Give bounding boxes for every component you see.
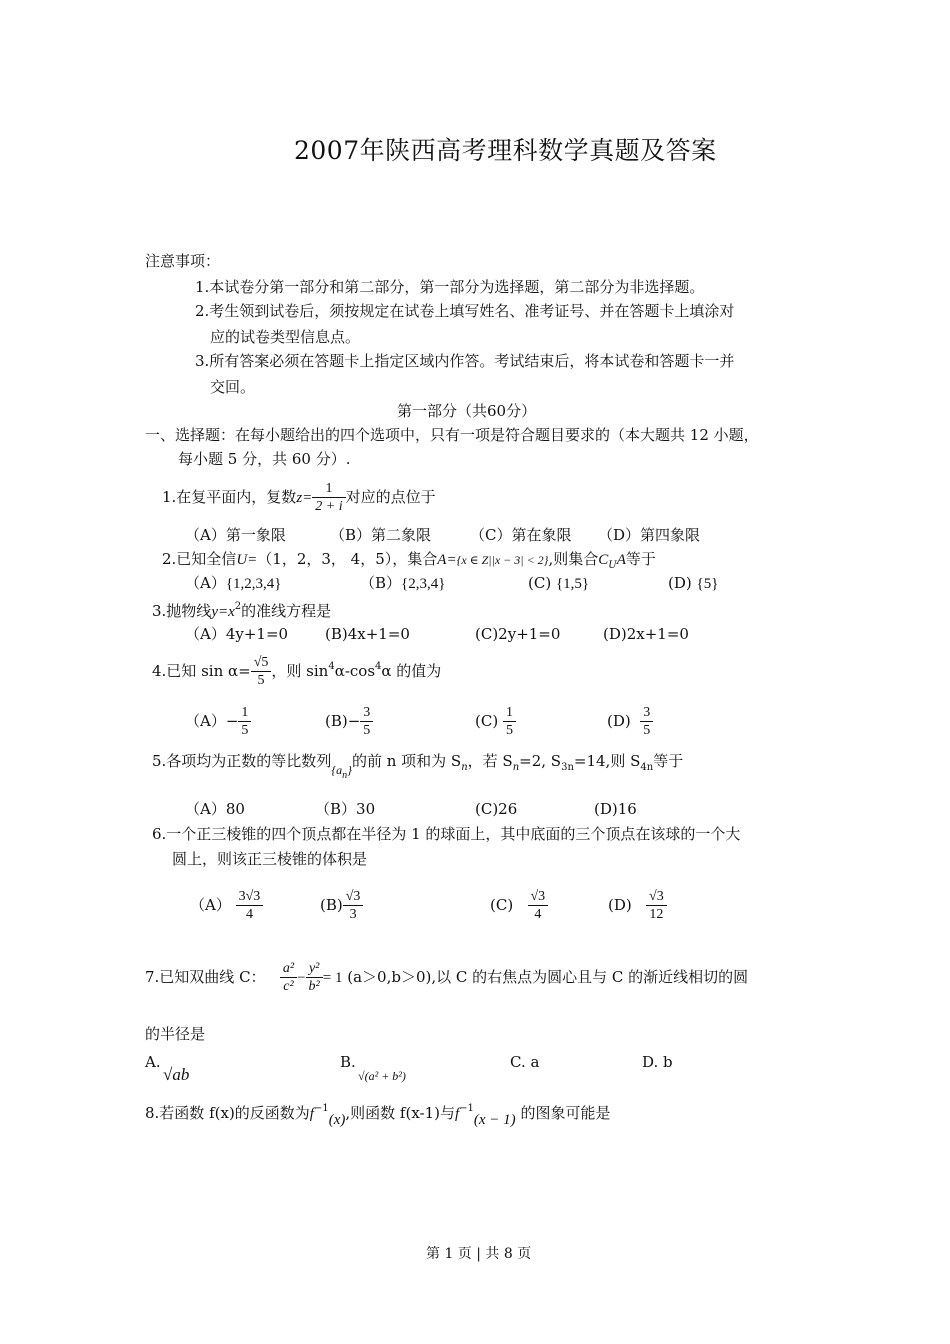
q2-option-c-label: (C) (528, 574, 552, 592)
q2-option-b-label: （B） (360, 574, 402, 592)
notice-heading: 注意事项： (145, 252, 221, 270)
q1-option-c: （C）第在象限 (470, 526, 572, 544)
q4-option-a-den: 5 (241, 723, 249, 738)
q4-pre: 4.已知 sin α= (152, 662, 251, 680)
q6-option-c-frac (528, 890, 549, 922)
q2-option-b-value: {2,3,4} (401, 576, 446, 592)
q4-option-b-den: 5 (363, 723, 371, 738)
q7-f2-num: y² (306, 962, 323, 978)
page-title: 2007年陕西高考理科数学真题及答案 (294, 136, 717, 165)
q2-option-a-label: （A） (185, 574, 226, 592)
q7-f1-num: a² (280, 962, 297, 978)
question-2 (162, 552, 656, 571)
q6-option-b-num: √3 (343, 890, 364, 906)
q4-option-a-num: 1 (238, 706, 251, 722)
q7-pre: 7.已知双曲线 C： (145, 968, 266, 986)
q1-option-a: （A）第一象限 (185, 526, 286, 544)
q4-option-d-frac (640, 706, 653, 738)
q7-option-c-value: a (530, 1053, 540, 1071)
q7-option-a-value: √ab (163, 1065, 190, 1084)
q2-option-d-value: {5} (696, 576, 719, 592)
q4-option-c (475, 706, 516, 738)
q2-option-a-value: {1,2,3,4} (225, 576, 282, 592)
q4-option-c-num: 1 (503, 706, 516, 722)
q7-post: (a＞0,b＞0),以 C 的右焦点为圆心且与 C 的渐近线相切的圆 (347, 968, 749, 986)
q1-z: z= (296, 490, 313, 506)
question-3 (152, 602, 331, 620)
q5-cond3: =14,则 S (573, 752, 641, 770)
q1-option-d: （D）第四象限 (598, 526, 701, 544)
q5-cond: ，若 S (467, 752, 513, 770)
q5-post: 的前 n 项和为 S (351, 752, 462, 770)
q7-fraction-1 (280, 962, 297, 994)
q7-option-d-value: b (663, 1053, 673, 1071)
q1-pre: 1.在复平面内，复数 (162, 488, 297, 506)
q2-set-u: （1，2，3， 4，5），集合 (257, 550, 438, 568)
q6-option-a-label: （A） (190, 896, 231, 914)
notice-item-3-cont: 交回。 (210, 378, 256, 396)
q4-mid: ，则 sin (271, 662, 329, 680)
q6-option-b-frac (343, 890, 364, 922)
q2-set-a: {x ∈ Z||x − 3| < 2} (456, 553, 549, 567)
q6-option-b-den: 3 (349, 907, 357, 922)
q7-option-a-label: A. (145, 1053, 161, 1071)
q7-option-d-label: D. (642, 1053, 659, 1071)
section-instruction-1: 一、选择题：在每小题给出的四个选项中，只有一项是符合题目要求的（本大题共 12 小题， (145, 426, 759, 444)
q1-num: 1 (312, 482, 345, 498)
q4-option-c-den: 5 (505, 723, 513, 738)
q2-option-d (668, 576, 718, 592)
q4-option-b-label: (B)− (325, 712, 361, 730)
q6-option-c (490, 890, 548, 922)
q5-cond-sub: n (512, 762, 520, 773)
q8-inverse-arg: (x) (328, 1112, 346, 1128)
q4-option-d-num: 3 (640, 706, 653, 722)
q5-post-sub: n (461, 762, 468, 773)
q5-cond2: =2, S (519, 752, 562, 770)
q7-option-b (340, 1053, 406, 1085)
q5-option-c: (C)26 (475, 800, 518, 818)
q5-option-d: (D)16 (594, 800, 637, 818)
q8-inverse2-f: f (454, 1106, 460, 1122)
q8-inverse2-sup: −1 (459, 1103, 474, 1114)
q7-option-c (510, 1055, 539, 1070)
q3-sup: 2 (234, 601, 242, 612)
q6-option-b-label: (B) (320, 896, 343, 914)
question-7 (145, 962, 748, 994)
q6-option-d-label: (D) (608, 896, 632, 914)
q2-option-a (185, 576, 282, 592)
q3-option-b: (B)4x+1=0 (325, 625, 410, 643)
q5-pre: 5.各项均为正数的等比数列 (152, 752, 332, 770)
notice-item-3: 3.所有答案必须在答题卡上指定区域内作答。考试结束后，将本试卷和答题卡一并 (195, 352, 735, 370)
q1-fraction (312, 482, 345, 514)
q4-option-b-frac (360, 706, 373, 738)
q2-complement-sub: U (608, 560, 617, 571)
q6-option-a-den: 4 (245, 907, 253, 922)
q2-u: U= (236, 552, 258, 568)
q4-option-d-label: (D) (607, 712, 631, 730)
q2-post2: 等于 (625, 550, 656, 568)
q4-option-d-den: 5 (643, 723, 651, 738)
q1-den: 2 + i (315, 499, 343, 514)
q4-option-d (607, 706, 653, 738)
q2-option-d-label: (D) (668, 574, 692, 592)
q2-a: A= (437, 552, 457, 568)
q6-option-a-frac (236, 890, 264, 922)
question-6-line-1: 6.一个正三棱锥的四个顶点都在半径为 1 的球面上，其中底面的三个顶点在该球的一个大 (152, 825, 741, 843)
question-7-line-2: 的半径是 (145, 1025, 206, 1043)
q6-option-b (320, 890, 363, 922)
q4-option-a (185, 706, 251, 738)
q5-post2: 等于 (653, 752, 684, 770)
q4-sup1: 4 (328, 661, 335, 672)
q5-option-b: （B）30 (315, 800, 376, 818)
q3-post: 的准线方程是 (241, 602, 332, 620)
q5-cond2-sub: 3n (561, 762, 574, 773)
q7-minus: − (297, 970, 306, 986)
q2-post: ,则集合 (548, 550, 599, 568)
q4-option-a-frac (238, 706, 251, 738)
notice-item-1: 1.本试卷分第一部分和第二部分，第一部分为选择题，第二部分为非选择题。 (195, 278, 705, 296)
page-footer: 第 1 页 | 共 8 页 (426, 1246, 532, 1262)
q5-seq-sub: n (342, 770, 348, 781)
q6-option-d-frac (646, 890, 667, 922)
q4-den: 5 (257, 673, 265, 688)
q7-option-d (642, 1055, 673, 1070)
q6-option-c-den: 4 (534, 907, 542, 922)
question-4 (152, 656, 441, 688)
q4-post: α 的值为 (381, 662, 442, 680)
q8-inverse-sup: −1 (313, 1103, 329, 1114)
q7-option-c-label: C. (510, 1053, 526, 1071)
notice-item-2: 2.考生领到试卷后，须按规定在试卷上填写姓名、准考证号、并在答题卡上填涂对 (195, 302, 735, 320)
q7-equals: = 1 (322, 970, 343, 986)
q3-option-d: (D)2x+1=0 (603, 625, 689, 643)
q4-option-a-label: （A）− (185, 712, 239, 730)
q2-option-c-value: {1,5} (555, 576, 590, 592)
q3-equation: y=x (211, 604, 235, 620)
question-6-line-2: 圆上，则该正三棱锥的体积是 (172, 850, 368, 868)
q4-option-c-label: (C) (475, 712, 499, 730)
q7-f1-den: c² (283, 979, 294, 994)
q4-option-b-num: 3 (360, 706, 373, 722)
q2-pre: 2.已知全信 (162, 550, 237, 568)
q1-option-b: （B）第二象限 (330, 526, 432, 544)
q6-option-c-label: (C) (490, 896, 514, 914)
q8-post: 的图象可能是 (520, 1104, 611, 1122)
q6-option-c-num: √3 (528, 890, 549, 906)
q7-f2-den: b² (308, 979, 320, 994)
q2-option-c (528, 576, 589, 592)
q7-option-b-value: √(a² + b²) (358, 1069, 406, 1083)
q6-option-d-den: 12 (649, 907, 664, 922)
question-1 (162, 482, 436, 514)
q3-option-a: （A）4y+1=0 (185, 625, 289, 643)
q7-option-b-label: B. (340, 1053, 356, 1071)
q5-cond3-sub: 4n (640, 762, 654, 773)
q7-option-a (145, 1053, 190, 1087)
part1-heading: 第一部分（共60分） (397, 402, 537, 420)
q8-inverse-f: f (309, 1106, 314, 1122)
q4-mid2: α-cos (334, 662, 376, 680)
notice-item-2-cont: 应的试卷类型信息点。 (210, 328, 361, 346)
q6-option-d-num: √3 (646, 890, 667, 906)
q8-mid: ,则函数 f(x-1)与 (345, 1104, 455, 1122)
q5-seq-end: } (347, 763, 352, 777)
q4-option-b (325, 706, 373, 738)
q4-num: √5 (251, 656, 272, 672)
q3-pre: 3.抛物线 (152, 602, 212, 620)
q6-option-d (608, 890, 667, 922)
q7-fraction-2 (306, 962, 323, 994)
question-5 (152, 754, 683, 781)
q2-option-b (360, 576, 445, 592)
q8-pre: 8.若函数 f(x)的反函数为 (145, 1104, 310, 1122)
q3-option-c: (C)2y+1=0 (475, 625, 561, 643)
section-instruction-2: 每小题 5 分，共 60 分）. (178, 450, 351, 468)
q5-option-a: （A）80 (185, 800, 245, 818)
q8-inverse2-arg: (x − 1) (473, 1112, 516, 1128)
q4-sup2: 4 (375, 661, 382, 672)
question-8 (145, 1104, 610, 1128)
q2-complement: C (598, 552, 609, 568)
q1-post: 对应的点位于 (345, 488, 436, 506)
q2-complement-a: A (616, 552, 626, 568)
q5-seq: {a (331, 763, 343, 777)
q4-option-c-frac (503, 706, 516, 738)
q6-option-a (190, 890, 263, 922)
q5-sequence (331, 763, 352, 781)
q6-option-a-num: 3√3 (236, 890, 264, 906)
q4-fraction (251, 656, 272, 688)
